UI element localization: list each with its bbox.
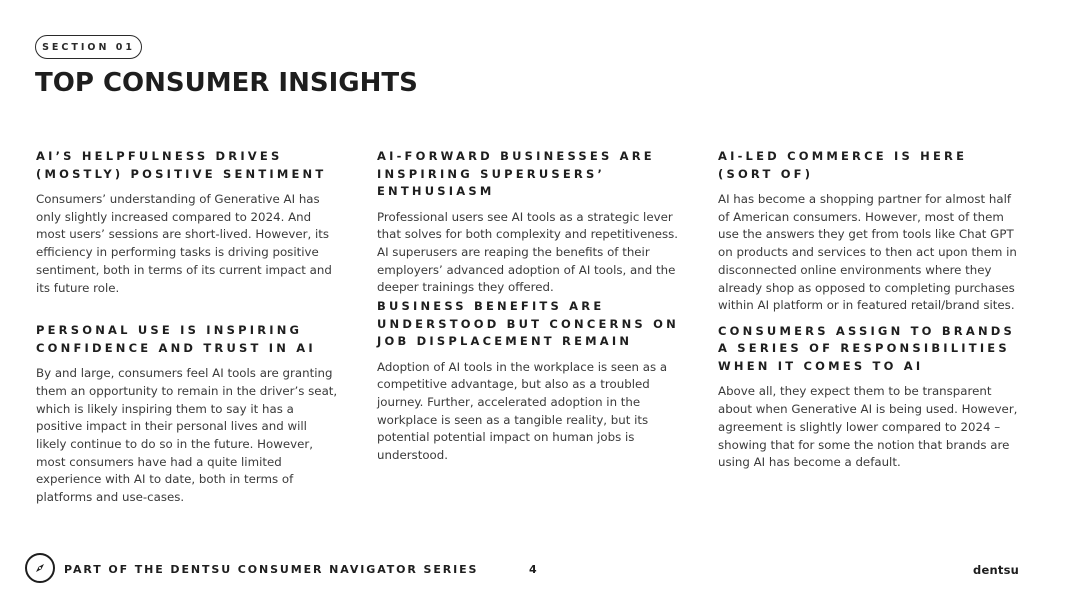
- insight-body: Professional users see AI tools as a strategic lever that solves for both complexity and repetitiveness. AI superusers are reaping the benefits of their employers’ advanced adoption of AI tools, and the deeper trainings they offered.: [377, 209, 678, 295]
- insight-heading: CONSUMERS ASSIGN TO BRANDS A SERIES OF RESPONSIBILITIES WHEN IT COMES TO AI: [718, 323, 1015, 373]
- insight-body: By and large, consumers feel AI tools are granting them an opportunity to remain in the driver’s seat, which is likely inspiring them to say it has a positive impact in their personal lives and will likely continue to do so in the future. However, most consumers have had a quite limited experience with AI to date, both in terms of platforms and use-cases.: [36, 366, 338, 505]
- series-title: PART OF THE DENTSU CONSUMER NAVIGATOR SERIES: [64, 563, 479, 576]
- footer: [25, 553, 1025, 587]
- brand-logo: dentsu: [973, 563, 1019, 577]
- section-label: SECTION 01: [35, 35, 142, 59]
- insight-body: AI has become a shopping partner for almost half of American consumers. However, most of them use the answers they get from tools like Chat GPT on products and services to then act upon them in disconnected online environments where they already shop as opposed to completing purchases within AI platform or in featured retail/brand sites.: [718, 192, 1017, 313]
- insight-heading: BUSINESS BENEFITS ARE UNDERSTOOD BUT CONCERNS ON JOB DISPLACEMENT REMAIN: [377, 299, 679, 349]
- page-number: 4: [529, 563, 537, 576]
- insight-heading: AI-LED COMMERCE IS HERE (SORT OF): [718, 149, 968, 181]
- insight-heading: AI’S HELPFULNESS DRIVES (MOSTLY) POSITIVE SENTIMENT: [36, 149, 327, 181]
- page-title: TOP CONSUMER INSIGHTS: [35, 68, 418, 98]
- insight-heading: AI-FORWARD BUSINESSES ARE INSPIRING SUPERUSERS’ ENTHUSIASM: [377, 149, 655, 198]
- compass-icon: [25, 553, 55, 583]
- insight-column-3: [718, 148, 1023, 472]
- insight-body: Above all, they expect them to be transparent about when Generative AI is being used. However, agreement is slightly lower compared to 2024 – showing that for some the notion that brands are using AI has become a default.: [718, 384, 1018, 470]
- insight-body: Adoption of AI tools in the workplace is seen as a competitive advantage, but also as a troubled journey. Further, accelerated adoption in the workplace is seen as a tangible reality, but its potential potential impact on human jobs is understood.: [377, 359, 668, 463]
- insight-column-2: [377, 148, 682, 465]
- insight-body: Consumers’ understanding of Generative AI has only slightly increased compared to 2024. And most users’ sessions are short-lived. However, its efficiency in performing tasks is driving positive sentiment, both in terms of its current impact and its future role.: [36, 192, 332, 295]
- insight-heading: PERSONAL USE IS INSPIRING CONFIDENCE AND TRUST IN AI: [36, 323, 316, 355]
- insight-column-1: [36, 148, 341, 507]
